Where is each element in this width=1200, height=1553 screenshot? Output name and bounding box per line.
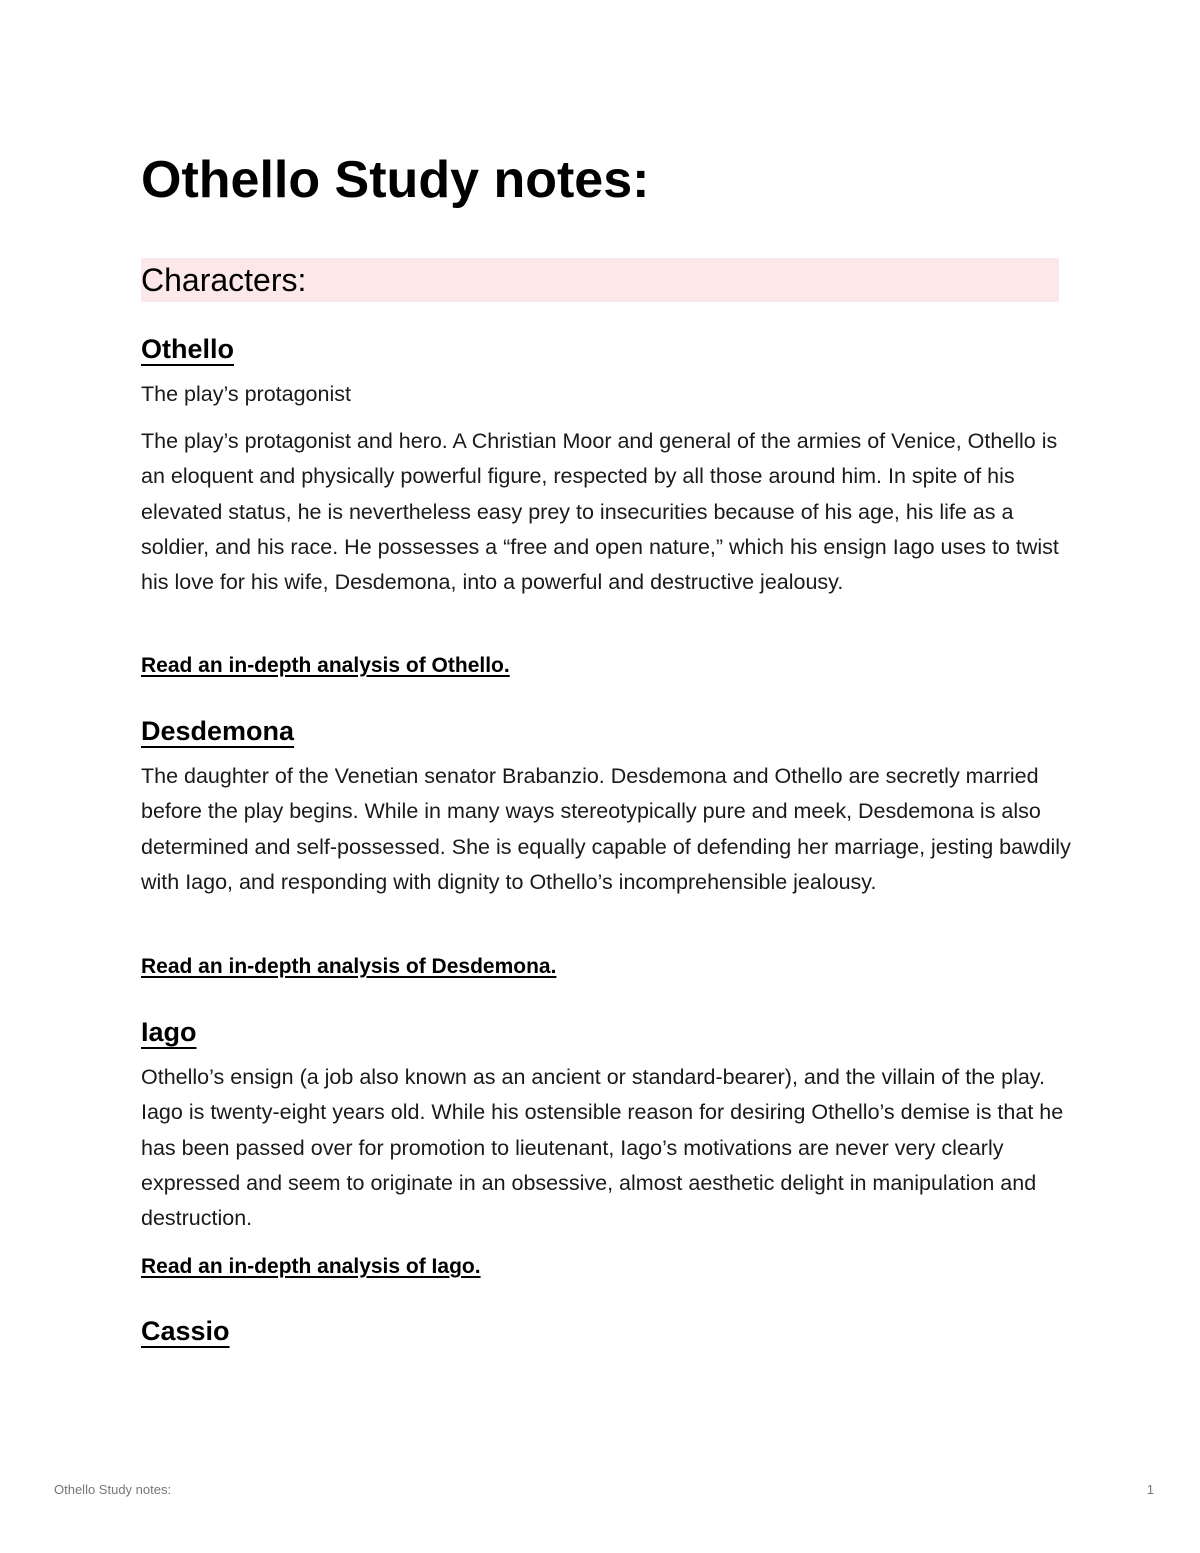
- character-subtitle-othello: The play’s protagonist: [141, 382, 351, 406]
- character-heading-cassio: Cassio: [141, 1316, 230, 1346]
- analysis-link-othello[interactable]: Read an in-depth analysis of Othello.: [141, 654, 510, 677]
- footer-document-title: Othello Study notes:: [54, 1482, 172, 1497]
- footer-page-number: 1: [1146, 1482, 1154, 1497]
- character-description-othello: The play’s protagonist and hero. A Christian Moor and general of the armies of Venice, Othello is an eloquent and physically powerful figure, respected by all those around him. In spite of his elevated status, he is nevertheless easy prey to insecurities because of his age, his life as a soldier, and his race. He possesses a “free and open nature,” which his ensign Iago uses to twist his love for his wife, Desdemona, into a powerful and destructive jealousy.: [141, 429, 1059, 595]
- section-heading: Characters:: [141, 262, 307, 298]
- character-heading-desdemona: Desdemona: [141, 716, 295, 746]
- analysis-link-iago[interactable]: Read an in-depth analysis of Iago.: [141, 1255, 481, 1278]
- analysis-link-desdemona[interactable]: Read an in-depth analysis of Desdemona.: [141, 955, 557, 978]
- character-heading-othello: Othello: [141, 334, 234, 364]
- character-description-iago: Othello’s ensign (a job also known as an ancient or standard-bearer), and the villain of the play. Iago is twenty-eight years old. While his ostensible reason for desiring Othello’s demise is that he has been passed over for promotion to lieutenant, Iago’s motivations are never very clearly expressed and seem to originate in an obsessive, almost aesthetic delight in manipulation and destruction.: [141, 1065, 1064, 1231]
- character-heading-iago: Iago: [141, 1017, 197, 1047]
- character-description-desdemona: The daughter of the Venetian senator Brabanzio. Desdemona and Othello are secretly married before the play begins. While in many ways stereotypically pure and meek, Desdemona is also determined and self-possessed. She is equally capable of defending her marriage, jesting bawdily with Iago, and responding with dignity to Othello’s incomprehensible jealousy.: [141, 764, 1071, 894]
- document-title: Othello Study notes:: [141, 151, 650, 209]
